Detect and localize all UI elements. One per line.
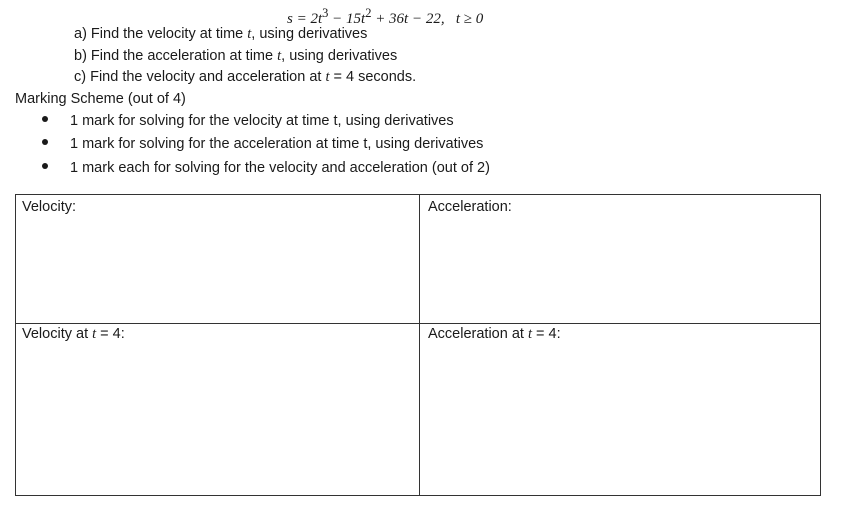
velocity-at-var: t [92,326,97,342]
grid-divider-horizontal [16,323,820,324]
equation-mid1: − 15t [328,11,366,27]
acceleration-at-4-answer-cell[interactable] [428,326,561,343]
bullet-icon [42,163,48,169]
equation-lhs: s = 2t [287,11,323,27]
velocity-answer-cell[interactable] [22,199,76,215]
acceleration-at-var: t [527,326,532,342]
marking-item [42,136,483,152]
question-a-var: t [247,26,252,42]
question-a [74,26,367,43]
acceleration-at-prefix: Acceleration at [428,326,528,342]
grid-divider-vertical [419,195,420,495]
equation-mid2: + 36t − 22, [371,11,445,27]
equation-exp3: 3 [322,6,329,20]
question-b-suffix: , using derivatives [281,48,398,64]
question-c-suffix: = 4 seconds. [329,69,417,85]
velocity-at-prefix: Velocity at [22,326,93,342]
question-a-suffix: , using derivatives [251,26,368,42]
question-c-var: t [325,69,330,85]
answer-grid [15,194,821,496]
velocity-at-4-answer-cell[interactable] [22,326,125,343]
question-a-prefix: a) Find the velocity at time [74,26,248,42]
bullet-icon [42,116,48,122]
acceleration-at-suffix: = 4: [531,326,561,342]
question-c-prefix: c) Find the velocity and acceleration at [74,69,326,85]
equation-condition: t ≥ 0 [455,11,484,27]
marking-item-text: 1 mark for solving for the acceleration at time t, using derivatives [70,136,484,152]
marking-item-text: 1 mark each for solving for the velocity and acceleration (out of 2) [70,160,490,176]
marking-item [42,113,454,129]
marking-scheme-title: Marking Scheme (out of 4) [15,91,186,107]
position-equation [287,6,483,28]
equation-exp2: 2 [365,6,372,20]
question-b-prefix: b) Find the acceleration at time [74,48,278,64]
marking-item [42,160,490,176]
question-b-var: t [277,48,282,64]
bullet-icon [42,139,48,145]
question-c [74,69,416,86]
acceleration-answer-cell[interactable] [428,199,512,215]
velocity-label: Velocity: [22,199,76,215]
question-b [74,48,397,65]
velocity-at-suffix: = 4: [96,326,125,342]
acceleration-label: Acceleration: [428,199,512,215]
marking-item-text: 1 mark for solving for the velocity at time t, using derivatives [70,113,454,129]
